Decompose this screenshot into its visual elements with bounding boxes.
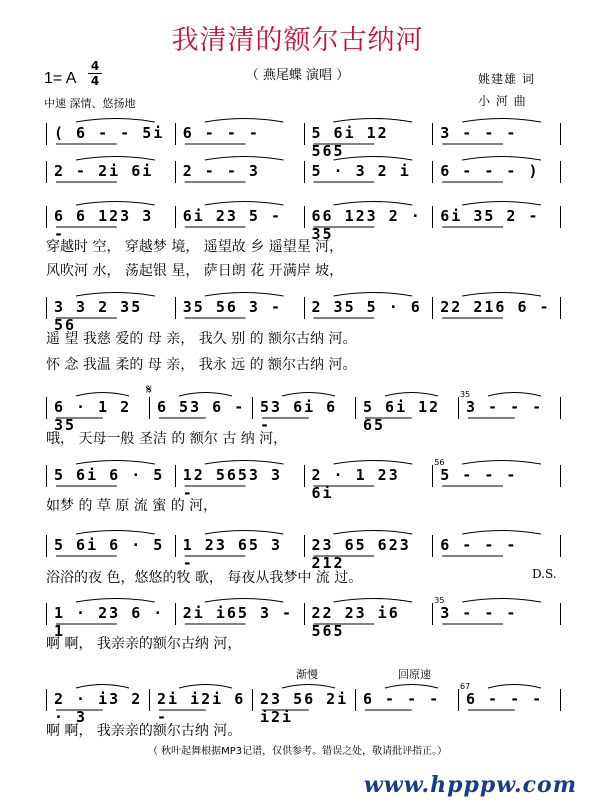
slurs-and-beams	[46, 458, 561, 488]
grace-note: 35	[460, 390, 471, 399]
lyric-line: 啊 啊， 我亲亲的额尔古纳 河。	[46, 723, 242, 739]
key-signature: 1= A	[44, 70, 77, 87]
slur	[488, 685, 541, 689]
measure-notes: 5 6i 6 · 5	[54, 466, 165, 484]
slur	[76, 685, 129, 689]
measure-notes: 2 · 1 23 6i	[311, 466, 400, 502]
slurs-and-beams	[46, 596, 561, 626]
slur	[385, 393, 438, 397]
measure-notes: 2 - - 3	[182, 162, 260, 180]
measure-notes: ( 6 - - 5i	[54, 124, 165, 142]
measure-notes: 6 · 1 2 35	[54, 398, 132, 434]
slur	[205, 157, 284, 161]
measure-notes: 2 - 2i 6i	[54, 162, 154, 180]
lyric-line: 啊 啊， 我亲亲的额尔古纳 河，	[46, 636, 242, 652]
measure-notes: 23 56 2i i2i	[260, 690, 349, 726]
measure-notes: 2 · i3 2 · 3	[54, 690, 143, 726]
performer-line: （ 燕尾蝶 演唱 ）	[245, 68, 350, 83]
time-numerator: 4	[90, 59, 100, 73]
notation-row	[46, 124, 561, 160]
measure-notes: 6 - - - )	[440, 162, 540, 180]
measure-notes: 2 35 5 · 6	[311, 298, 422, 316]
slur	[334, 531, 413, 535]
slur	[205, 599, 284, 603]
slur	[205, 531, 284, 535]
slurs-and-beams	[46, 154, 561, 184]
slur	[76, 202, 155, 206]
ritardando-mark: 渐慢	[296, 668, 318, 681]
slur	[462, 157, 541, 161]
measure-notes: 66 123 2 · 35	[311, 207, 422, 243]
measure-notes: 6 - - -	[466, 690, 544, 708]
slur	[385, 685, 438, 689]
slurs-and-beams	[46, 199, 561, 229]
slur	[179, 685, 232, 689]
slur	[205, 119, 284, 123]
slurs-and-beams	[46, 290, 561, 320]
song-title: 我清清的额尔古纳河	[171, 25, 424, 56]
slur	[76, 393, 129, 397]
notation-row	[46, 536, 561, 572]
measure-notes: 22 23 i6 565	[311, 604, 400, 640]
composer-credit: 小 河 曲	[478, 94, 527, 108]
slur	[334, 293, 413, 297]
notation-row	[46, 382, 561, 434]
measure-notes: 3 - - -	[466, 398, 544, 416]
measure-notes: 6 - - -	[440, 536, 518, 554]
measure-notes: 3 - - -	[440, 604, 518, 622]
measure-notes: 5 6i 12 565	[311, 124, 389, 160]
segno-sign: 𝄋	[146, 382, 153, 398]
measure-notes: 53 6i 6 -	[260, 398, 338, 434]
lyric-line: 浴浴的夜 色，悠悠的牧 歌， 每夜从我梦中 流 过。	[46, 570, 363, 586]
slur	[76, 293, 155, 297]
slur	[334, 599, 413, 603]
notation-row	[46, 298, 561, 334]
lyric-line: 怀 念 我温 柔的 母 亲， 我永 远 的 额尔古纳 河。	[46, 357, 357, 373]
measure-notes: 23 65 623 212	[311, 536, 411, 572]
slur	[282, 685, 335, 689]
slur	[334, 461, 413, 465]
footnote: （ 秋叶起舞根据MP3记谱，仅供参考。错误之处，敬请批评指正。）	[147, 746, 448, 757]
grace-note: 56	[434, 458, 445, 467]
notation-row	[46, 207, 561, 243]
lyric-line: 哦， 天母一般 圣洁 的 额尔 古 纳 河，	[46, 431, 288, 447]
a-tempo-mark: 回原速	[398, 668, 431, 681]
measure-notes: 5 · 3 2 i	[311, 162, 411, 180]
measure-notes: 1 · 23 6 · 1	[54, 604, 165, 640]
measure-notes: 6 53 6 -	[157, 398, 246, 416]
slur	[462, 461, 541, 465]
measure-notes: 6i 23 5 -	[182, 207, 283, 225]
slur	[205, 293, 284, 297]
measure-notes: 6 - - -	[182, 124, 260, 142]
watermark: www.hpppw.com	[363, 772, 577, 798]
slur	[205, 202, 284, 206]
measure-notes: 12 5653 3 -	[182, 466, 283, 502]
grace-note: 67	[460, 682, 471, 691]
measure-notes: 6 6 123 3 -	[54, 207, 154, 243]
time-signature	[88, 60, 102, 87]
lyric-line: 穿越时 空， 穿越梦 境， 遥望故 乡 遥望星 河，	[46, 239, 344, 255]
slur	[462, 119, 541, 123]
notation-row	[46, 596, 561, 640]
slur	[76, 461, 155, 465]
slur	[462, 293, 541, 297]
notation-row	[46, 668, 561, 726]
notation-row	[46, 458, 561, 502]
time-denominator: 4	[90, 74, 100, 88]
measure-notes: 6 - - -	[363, 690, 441, 708]
slurs-and-beams	[46, 116, 561, 146]
slurs-and-beams	[46, 390, 561, 420]
slur	[282, 393, 335, 397]
measure-notes: 3 3 2 35 56	[54, 298, 143, 334]
lyric-line: 如梦 的 草 原 流 蜜 的 河，	[46, 498, 218, 514]
lyric-line: 风吹河 水， 荡起银 星， 萨日朗 花 开满岸 坡，	[46, 263, 344, 279]
slur	[488, 393, 541, 397]
tempo-marking: 中速 深情、悠扬地	[44, 97, 136, 110]
slur	[334, 202, 413, 206]
slur	[462, 531, 541, 535]
measure-notes: 2i i2i 6 -	[157, 690, 246, 726]
grace-note: 35	[434, 596, 445, 605]
slur	[462, 202, 541, 206]
dal-segno-mark: D.S.	[532, 567, 557, 581]
slur	[462, 599, 541, 603]
measure-notes: 5 6i 6 · 5	[54, 536, 165, 554]
measure-notes: 35 56 3 -	[182, 298, 283, 316]
slurs-and-beams	[46, 682, 561, 712]
slur	[334, 157, 413, 161]
measure-notes: 1 23 65 3 -	[182, 536, 283, 572]
slur	[205, 461, 284, 465]
lyricist-credit: 姚建雄 词	[478, 72, 535, 86]
slur	[179, 393, 232, 397]
measure-notes: 6i 35 2 -	[440, 207, 540, 225]
measure-notes: 3 - - -	[440, 124, 518, 142]
slurs-and-beams	[46, 528, 561, 558]
slur	[76, 531, 155, 535]
measure-notes: 5 - - -	[440, 466, 518, 484]
slur	[76, 157, 155, 161]
measure-notes: 5 6i 12 65	[363, 398, 441, 434]
measure-notes: 2i i65 3 -	[182, 604, 294, 622]
measure-notes: 22 216 6 -	[440, 298, 551, 316]
lyric-line: 遥 望 我慈 爱的 母 亲， 我久 别 的 额尔古纳 河。	[46, 331, 357, 347]
notation-row	[46, 162, 561, 184]
slur	[334, 119, 413, 123]
slur	[76, 119, 155, 123]
slur	[76, 599, 155, 603]
